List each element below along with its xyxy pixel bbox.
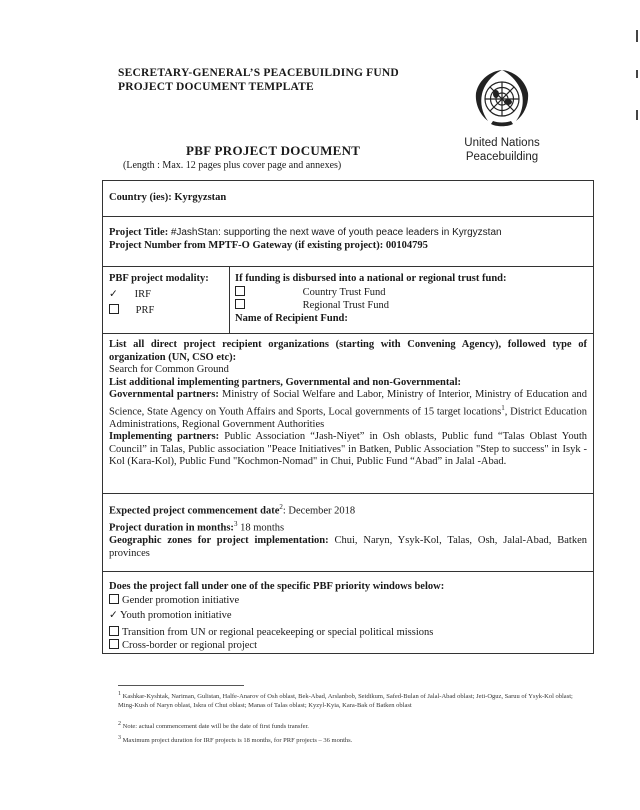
un-peacebuilding-logo — [446, 68, 558, 163]
gov-partners-text: Ministry of Social Welfare and Labor, Ministry of Interior, Ministry of Education and Science, State Agency on Youth Affairs and Sports, Local governments of 15 target locations — [109, 389, 588, 417]
project-section — [103, 216, 593, 266]
recipient-fund-label: Name of Recipient Fund: — [235, 312, 348, 324]
logo-line-1: United Nations — [464, 137, 540, 149]
project-info-table — [102, 180, 594, 654]
priority-windows-section — [103, 571, 593, 655]
footnote-text: Maximum project duration for IRF projects is 18 months, for PRF projects – 36 months. — [122, 737, 353, 745]
country-value: Kyrgyzstan — [174, 192, 227, 203]
document-title: PBF PROJECT DOCUMENT — [186, 143, 361, 158]
window-option[interactable] — [109, 626, 587, 640]
recipient-org: Search for Common Ground — [109, 364, 229, 375]
window-option[interactable] — [109, 639, 587, 653]
window-option[interactable] — [109, 594, 587, 608]
modality-divider — [229, 267, 230, 333]
governmental-partners — [109, 389, 587, 431]
footnote-ref-3: 3 — [233, 520, 238, 528]
trust-fund-label: If funding is disbursed into a national or regional trust fund: — [235, 273, 507, 284]
header-line-2: PROJECT DOCUMENT TEMPLATE — [118, 81, 314, 93]
modality-option-irf[interactable] — [109, 289, 227, 302]
modality-option-prf[interactable] — [109, 304, 227, 318]
duration-value: 18 months — [240, 522, 285, 534]
header-line-1: SECRETARY-GENERAL’S PEACEBUILDING FUND — [118, 67, 399, 79]
trust-fund-option-regional[interactable] — [235, 299, 585, 313]
trust-fund-column — [235, 273, 585, 325]
footnote-1 — [118, 690, 588, 710]
geographic-zones — [109, 535, 587, 560]
checkbox-empty-icon — [109, 639, 119, 649]
checkbox-empty-icon — [235, 299, 245, 309]
footnote-text: Kashkar-Kyshtak, Nariman, Gulistan, Halfe-Anarov of Osh oblast, Bek-Abad, Arslanbob, Seidikum, Safed-Bulan of Jalal-Abad oblast; Jeti-Oguz, Saruu of Ysyk-Kol oblast; Ming-Kush of Naryn oblast, Iskra of Chui oblast; Manas of Talas oblast; Kyzyl-Kyia, Kara-Bak of Batken oblast — [118, 693, 573, 709]
document-subtitle: (Length : Max. 12 pages plus cover page and annexes) — [123, 160, 342, 171]
partners-heading: List additional implementing partners, Governmental and non-Governmental: — [109, 376, 462, 388]
check-icon: ✓ — [109, 288, 118, 300]
commencement-label: Expected project commencement date — [109, 505, 280, 517]
modality-column — [109, 273, 227, 318]
scan-edge-mark — [636, 110, 638, 120]
trust-fund-option-label: Regional Trust Fund — [302, 300, 389, 311]
project-number-value: 00104795 — [385, 239, 428, 251]
footnote-separator — [118, 685, 244, 686]
footnote-text: Note: actual commencement date will be the date of first funds transfer. — [122, 723, 309, 731]
zones-label: Geographic zones for project implementation: — [109, 535, 329, 546]
priority-windows-heading: Does the project fall under one of the specific PBF priority windows below: — [109, 581, 445, 592]
gov-partners-text-cont: , District Education Administrations, Regional Government Authorities — [109, 406, 587, 430]
un-emblem-icon — [471, 68, 533, 130]
window-option-label: Gender promotion initiative — [122, 594, 240, 606]
window-option-label: Transition from UN or regional peacekeeping or special political missions — [122, 626, 434, 638]
implementing-partners — [109, 431, 587, 469]
modality-section — [103, 266, 593, 333]
impl-partners-label: Implementing partners: — [109, 431, 220, 442]
footnote-ref-1: 1 — [501, 403, 505, 412]
commencement-value: : December 2018 — [282, 505, 356, 517]
template-header — [118, 66, 399, 94]
modality-option-label: PRF — [135, 305, 155, 316]
dates-section — [103, 493, 593, 571]
footnote-3 — [118, 734, 588, 746]
footnote-ref-2: 2 — [279, 503, 283, 511]
country-label: Country (ies): — [109, 192, 172, 203]
duration-label: Project duration in months: — [109, 522, 234, 534]
footnote-number: 1 — [118, 691, 121, 697]
footnote-2 — [118, 720, 588, 732]
scan-edge-mark — [636, 70, 638, 78]
window-option[interactable] — [109, 610, 587, 623]
checkbox-empty-icon — [109, 594, 119, 604]
project-number-label: Project Number from MPTF-O Gateway (if existing project): — [109, 239, 384, 251]
logo-line-2: Peacebuilding — [465, 151, 539, 163]
window-option-label: Cross-border or regional project — [122, 640, 257, 651]
trust-fund-option-country[interactable] — [235, 286, 585, 300]
footnote-number: 3 — [118, 735, 121, 741]
trust-fund-option-label: Country Trust Fund — [302, 286, 386, 298]
project-title-value: #JashStan: supporting the next wave of youth peace leaders in Kyrgyzstan — [170, 227, 502, 238]
checkbox-empty-icon — [109, 304, 119, 314]
zones-value: Chui, Naryn, Ysyk-Kol, Talas, Osh, Jalal-Abad, Batken provinces — [109, 535, 587, 559]
impl-partners-text: Public Association “Jash-Niyet” in Osh oblasts, Public fund “Talas Oblast Youth Council” in Talas, Public association "Peace Initiatives" in Batken, Public Association "Step to success" in Isyk -Kol (Kara-Kol), Public Fund "Kochmon-Nomad" in Chui, Public Fund “Abad” in Jalal -Abad. — [109, 431, 587, 467]
commencement-date — [109, 501, 587, 518]
window-option-label: Youth promotion initiative — [120, 610, 232, 621]
gov-partners-label: Governmental partners: — [109, 389, 219, 400]
project-title-label: Project Title: — [109, 227, 169, 238]
recipient-orgs-heading: List all direct project recipient organizations (starting with Convening Agency), followed type of organization (UN, CSO etc): — [109, 339, 587, 363]
country-section — [103, 181, 593, 216]
project-duration — [109, 518, 587, 535]
organizations-section — [103, 333, 593, 493]
footnote-number: 2 — [118, 721, 121, 727]
checkbox-empty-icon — [235, 286, 245, 296]
checkbox-empty-icon — [109, 626, 119, 636]
modality-option-label: IRF — [134, 288, 151, 300]
scan-edge-mark — [636, 30, 638, 42]
check-icon: ✓ — [109, 610, 118, 621]
modality-label: PBF project modality: — [109, 273, 209, 284]
